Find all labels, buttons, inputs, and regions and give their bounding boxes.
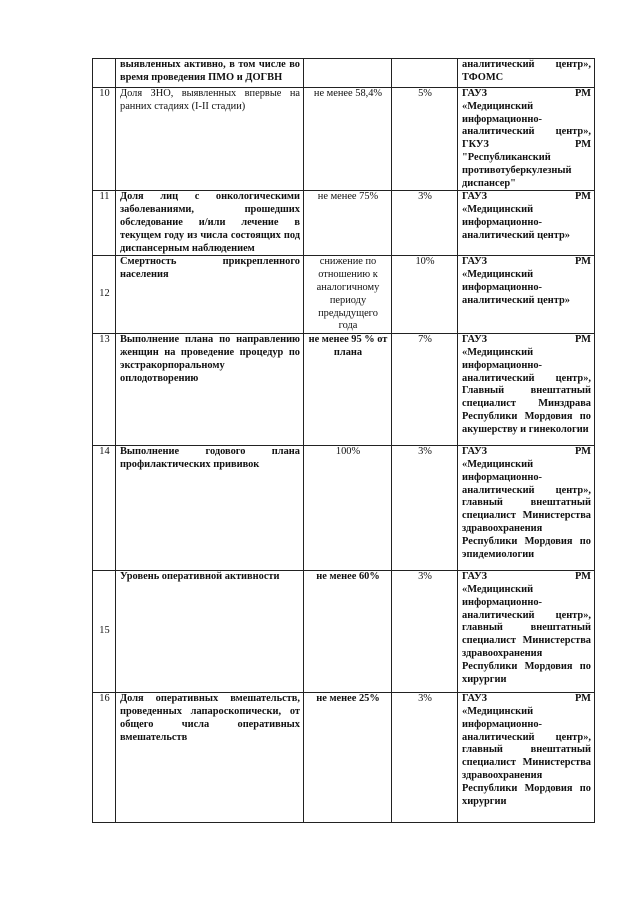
org-region: РМ	[575, 191, 591, 203]
org-type: ГАУЗ	[462, 191, 488, 203]
target-value: не менее 95 % от плана	[304, 334, 392, 446]
org-name: «Медицинский информационно-аналитический центр»	[462, 269, 570, 306]
row-number: 12	[93, 256, 116, 334]
responsible-org: аналитический центр», ТФОМС	[458, 59, 595, 88]
org-name: «Медицинский информационно-аналитический центр», Главный внештатный специалист Минздрава Республики Мордовия по акушерству и гинекологии	[462, 346, 591, 435]
responsible-org	[458, 256, 595, 334]
org-region: РМ	[575, 693, 591, 705]
table-row	[93, 334, 595, 446]
weight-value: 7%	[392, 334, 458, 446]
target-value: не менее 25%	[304, 693, 392, 823]
org-name: «Медицинский информационно-аналитический центр», главный внештатный специалист Министерства здравоохранения Республики Мордовия по хирургии	[462, 583, 591, 685]
target-value: 100%	[304, 446, 392, 571]
weight-value: 3%	[392, 446, 458, 571]
row-number: 13	[93, 334, 116, 446]
org-name: «Медицинский информационно-аналитический центр»	[462, 204, 570, 241]
weight-value: 10%	[392, 256, 458, 334]
indicator-name: выявленных активно, в том числе во время проведения ПМО и ДОГВН	[116, 59, 304, 88]
org-name: «Медицинский информационно-аналитический центр», главный внештатный специалист Министерства здравоохранения Республики Мордовия по хирургии	[462, 705, 591, 807]
org-type: ГАУЗ	[462, 88, 488, 99]
org-region: РМ	[575, 334, 591, 346]
org-type: ГАУЗ	[462, 571, 488, 583]
table-row	[93, 191, 595, 256]
org-region: РМ	[575, 446, 591, 458]
indicators-table	[92, 58, 595, 823]
responsible-org	[458, 571, 595, 693]
table-row	[93, 571, 595, 693]
responsible-org	[458, 334, 595, 446]
target-value: не менее 60%	[304, 571, 392, 693]
org-region: РМ	[575, 256, 591, 268]
indicator-name: Выполнение годового плана профилактических прививок	[116, 446, 304, 571]
indicator-name: Смертность прикрепленного населения	[116, 256, 304, 334]
indicator-name: Доля ЗНО, выявленных впервые на ранних стадиях (I-II стадии)	[116, 88, 304, 191]
org-type: ГАУЗ	[462, 693, 488, 705]
table-row	[93, 88, 595, 191]
indicator-name: Уровень оперативной активности	[116, 571, 304, 693]
row-number	[93, 59, 116, 88]
responsible-org	[458, 693, 595, 823]
weight-value: 3%	[392, 191, 458, 256]
responsible-org	[458, 446, 595, 571]
table-row	[93, 256, 595, 334]
target-value: снижение по отношению к аналогичному периоду предыдущего года	[304, 256, 392, 334]
target-value: не менее 58,4%	[304, 88, 392, 191]
table-row	[93, 59, 595, 88]
responsible-org	[458, 88, 595, 191]
org-type: ГАУЗ	[462, 446, 488, 458]
weight-value: 3%	[392, 693, 458, 823]
row-number: 15	[93, 571, 116, 693]
org-type: ГАУЗ	[462, 334, 488, 346]
table-row	[93, 446, 595, 571]
weight-value: 5%	[392, 88, 458, 191]
table-row	[93, 693, 595, 823]
target-value	[304, 59, 392, 88]
row-number: 16	[93, 693, 116, 823]
indicator-name: Доля оперативных вмешательств, проведенных лапароскопически, от общего числа оперативных вмешательств	[116, 693, 304, 823]
weight-value	[392, 59, 458, 88]
indicator-name: Доля лиц с онкологическими заболеваниями, прошедших обследование и/или лечение в текущем году из числа состоящих под диспансерным наблюдением	[116, 191, 304, 256]
org-name: «Медицинский информационно-аналитический центр», ГКУЗ РМ "Республиканский противотуберкулезный диспансер"	[462, 100, 591, 189]
indicator-name: Выполнение плана по направлению женщин на проведение процедур по экстракорпоральному оплодотворению	[116, 334, 304, 446]
weight-value: 3%	[392, 571, 458, 693]
org-type: ГАУЗ	[462, 256, 488, 268]
org-name: «Медицинский информационно-аналитический центр», главный внештатный специалист Министерства здравоохранения Республики Мордовия по эпидемиологии	[462, 458, 591, 560]
target-value: не менее 75%	[304, 191, 392, 256]
row-number: 11	[93, 191, 116, 256]
org-region: РМ	[575, 88, 591, 99]
responsible-org	[458, 191, 595, 256]
org-region: РМ	[575, 571, 591, 583]
row-number: 14	[93, 446, 116, 571]
row-number: 10	[93, 88, 116, 191]
